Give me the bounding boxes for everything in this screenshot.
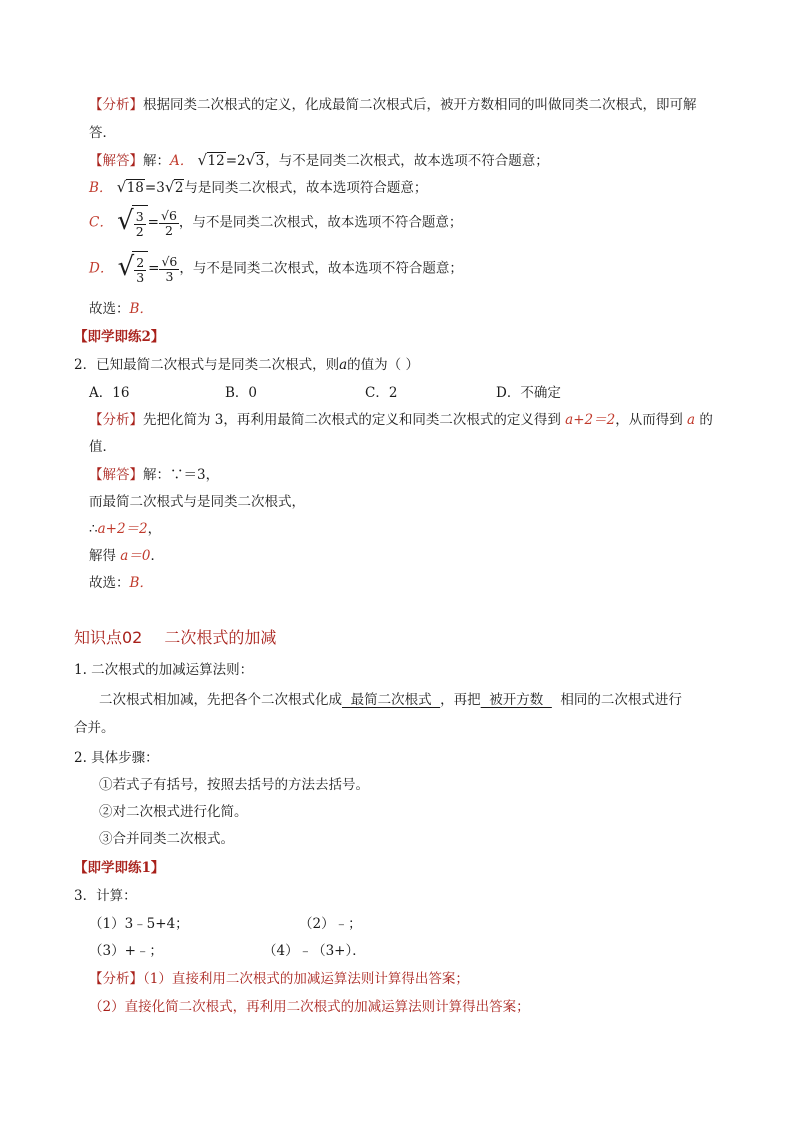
step-item: ③合并同类二次根式。 — [99, 831, 234, 847]
math-expr: a+2＝2 — [565, 412, 616, 428]
choose-value: B． — [129, 301, 153, 317]
section-title — [74, 627, 276, 649]
answer-line: 而最简二次根式与是同类二次根式， — [89, 494, 305, 510]
answer-text: 解得 — [89, 548, 121, 564]
step-item: ②对二次根式进行化简。 — [99, 804, 248, 820]
subproblem-1: （1）3﹣5+4； — [89, 916, 189, 932]
sqrt-fraction: √ $\frac{2}{3}$ — [118, 251, 149, 287]
option-d: D．不确定 — [496, 385, 561, 401]
radicand: 18 — [126, 180, 144, 196]
practice-label: 【即学即练1】 — [74, 860, 165, 876]
choose-value: B． — [129, 575, 153, 591]
analysis-tag: 【分析】 — [89, 97, 143, 113]
answer-option-c — [89, 205, 462, 241]
numerator: √6 — [161, 253, 178, 269]
option-text: ，与不是同类二次根式，故本选项不符合题意； — [179, 260, 463, 277]
math-var: a — [687, 412, 696, 428]
answer-text: ． — [150, 548, 164, 564]
analysis-line-continued: 值． — [89, 439, 116, 455]
answer-tag: 【解答】 — [89, 467, 143, 483]
option-c: C．2 — [365, 385, 398, 401]
analysis-text: 先把化简为 3，再利用最简二次根式的定义和同类二次根式的定义得到 — [143, 412, 566, 428]
analysis-text: 的 — [695, 412, 713, 428]
sqrt-fraction: √ $\frac{3}{2}$ — [117, 205, 148, 241]
denominator: 3 — [136, 270, 145, 285]
fraction — [159, 209, 179, 238]
option-text: 与是同类二次根式，故本选项符合题意； — [184, 180, 428, 196]
answer-line — [89, 465, 219, 485]
denominator: 3 — [165, 268, 174, 284]
answer-text: ， — [147, 521, 162, 537]
option-letter: A． — [170, 153, 194, 169]
section-title-text: 二次根式的加减 — [164, 628, 277, 647]
equals-coef: =3 — [144, 180, 165, 196]
rule-line-continued: 合并。 — [74, 720, 115, 736]
answer-option-b — [89, 178, 427, 198]
question-3: 3．计算： — [74, 888, 137, 904]
subproblem-4: （4）﹣（3+）． — [263, 943, 366, 959]
sqrt-expression — [246, 151, 266, 171]
question-end: 的值为（ ） — [347, 357, 419, 373]
analysis-text: 答． — [89, 125, 116, 141]
math-expr: a＝0 — [120, 548, 151, 564]
radicand: 2 — [174, 180, 184, 196]
analysis-line: （2）直接化简二次根式，再利用二次根式的加减运算法则计算得出答案； — [89, 999, 530, 1015]
equals: = — [148, 260, 160, 277]
practice-label: 【即学即练2】 — [74, 329, 165, 345]
subproblem-3: （3）+﹣； — [89, 943, 163, 959]
answer-tag: 【解答】 — [89, 153, 143, 169]
math-expr: a+2＝2 — [97, 521, 148, 537]
numerator: 3 — [135, 209, 144, 224]
option-b: B．0 — [225, 385, 258, 401]
sqrt-expression — [117, 178, 145, 198]
option-text: ，与不是同类二次根式，故本选项不符合题意； — [178, 214, 463, 231]
numerator: √6 — [160, 207, 177, 223]
question-2 — [74, 355, 419, 375]
fill-blank: 最简二次根式 — [342, 692, 441, 708]
rule-line — [99, 690, 682, 710]
equals: = — [147, 214, 159, 231]
answer-line — [89, 546, 164, 566]
answer-text: ∴ — [89, 521, 98, 537]
option-letter: B． — [89, 180, 113, 196]
fraction — [159, 255, 179, 284]
answer-option-d — [89, 251, 463, 287]
analysis-tag: 【分析】 — [89, 412, 143, 428]
rule-text: 二次根式相加减，先把各个二次根式化成 — [99, 692, 342, 708]
analysis-tag: 【分析】 — [89, 971, 143, 987]
rule-text: 相同的二次根式进行 — [551, 692, 682, 708]
analysis-text: 根据同类二次根式的定义，化成最简二次根式后，被开方数相同的叫做同类二次根式，即可解 — [143, 97, 697, 113]
answer-text: 解：∵＝3， — [143, 467, 220, 483]
denominator: 2 — [164, 222, 173, 238]
rule-text: ，再把 — [440, 692, 481, 708]
section-number: 知识点02 — [74, 628, 143, 647]
option-text: ，与不是同类二次根式，故本选项不符合题意； — [265, 153, 549, 169]
fill-blank: 被开方数 — [480, 692, 552, 708]
sqrt-expression — [198, 151, 226, 171]
subproblem-2: （2）﹣； — [299, 916, 362, 932]
choose-line — [89, 299, 153, 319]
numerator: 2 — [136, 255, 145, 270]
option-letter: D． — [89, 260, 114, 277]
steps-heading: 2. 具体步骤： — [74, 750, 159, 766]
choose-prefix: 故选： — [89, 575, 130, 591]
radicand: 3 — [255, 153, 265, 169]
analysis-text: ，从而得到 — [615, 412, 688, 428]
choose-prefix: 故选： — [89, 301, 130, 317]
choose-line — [89, 573, 153, 593]
analysis-text: （1）直接利用二次根式的加减运算法则计算得出答案； — [143, 971, 469, 987]
answer-option-a — [89, 151, 549, 171]
question-text: 2．已知最简二次根式与是同类二次根式，则 — [74, 357, 340, 373]
answer-line — [89, 519, 161, 539]
equals-coef: =2 — [225, 153, 246, 169]
analysis-line — [89, 969, 469, 989]
question-var: a — [339, 357, 348, 373]
sqrt-expression — [165, 178, 185, 198]
analysis-line — [89, 410, 713, 430]
analysis-line — [89, 95, 697, 115]
step-item: ①若式子有括号，按照去括号的方法去括号。 — [99, 777, 369, 793]
answer-intro: 解： — [143, 153, 170, 169]
rule-heading: 1. 二次根式的加减运算法则： — [74, 662, 254, 678]
option-letter: C． — [89, 214, 113, 231]
radicand: 12 — [207, 153, 225, 169]
option-a: A．16 — [89, 385, 130, 401]
analysis-line-continued — [89, 123, 116, 143]
denominator: 2 — [135, 224, 144, 239]
